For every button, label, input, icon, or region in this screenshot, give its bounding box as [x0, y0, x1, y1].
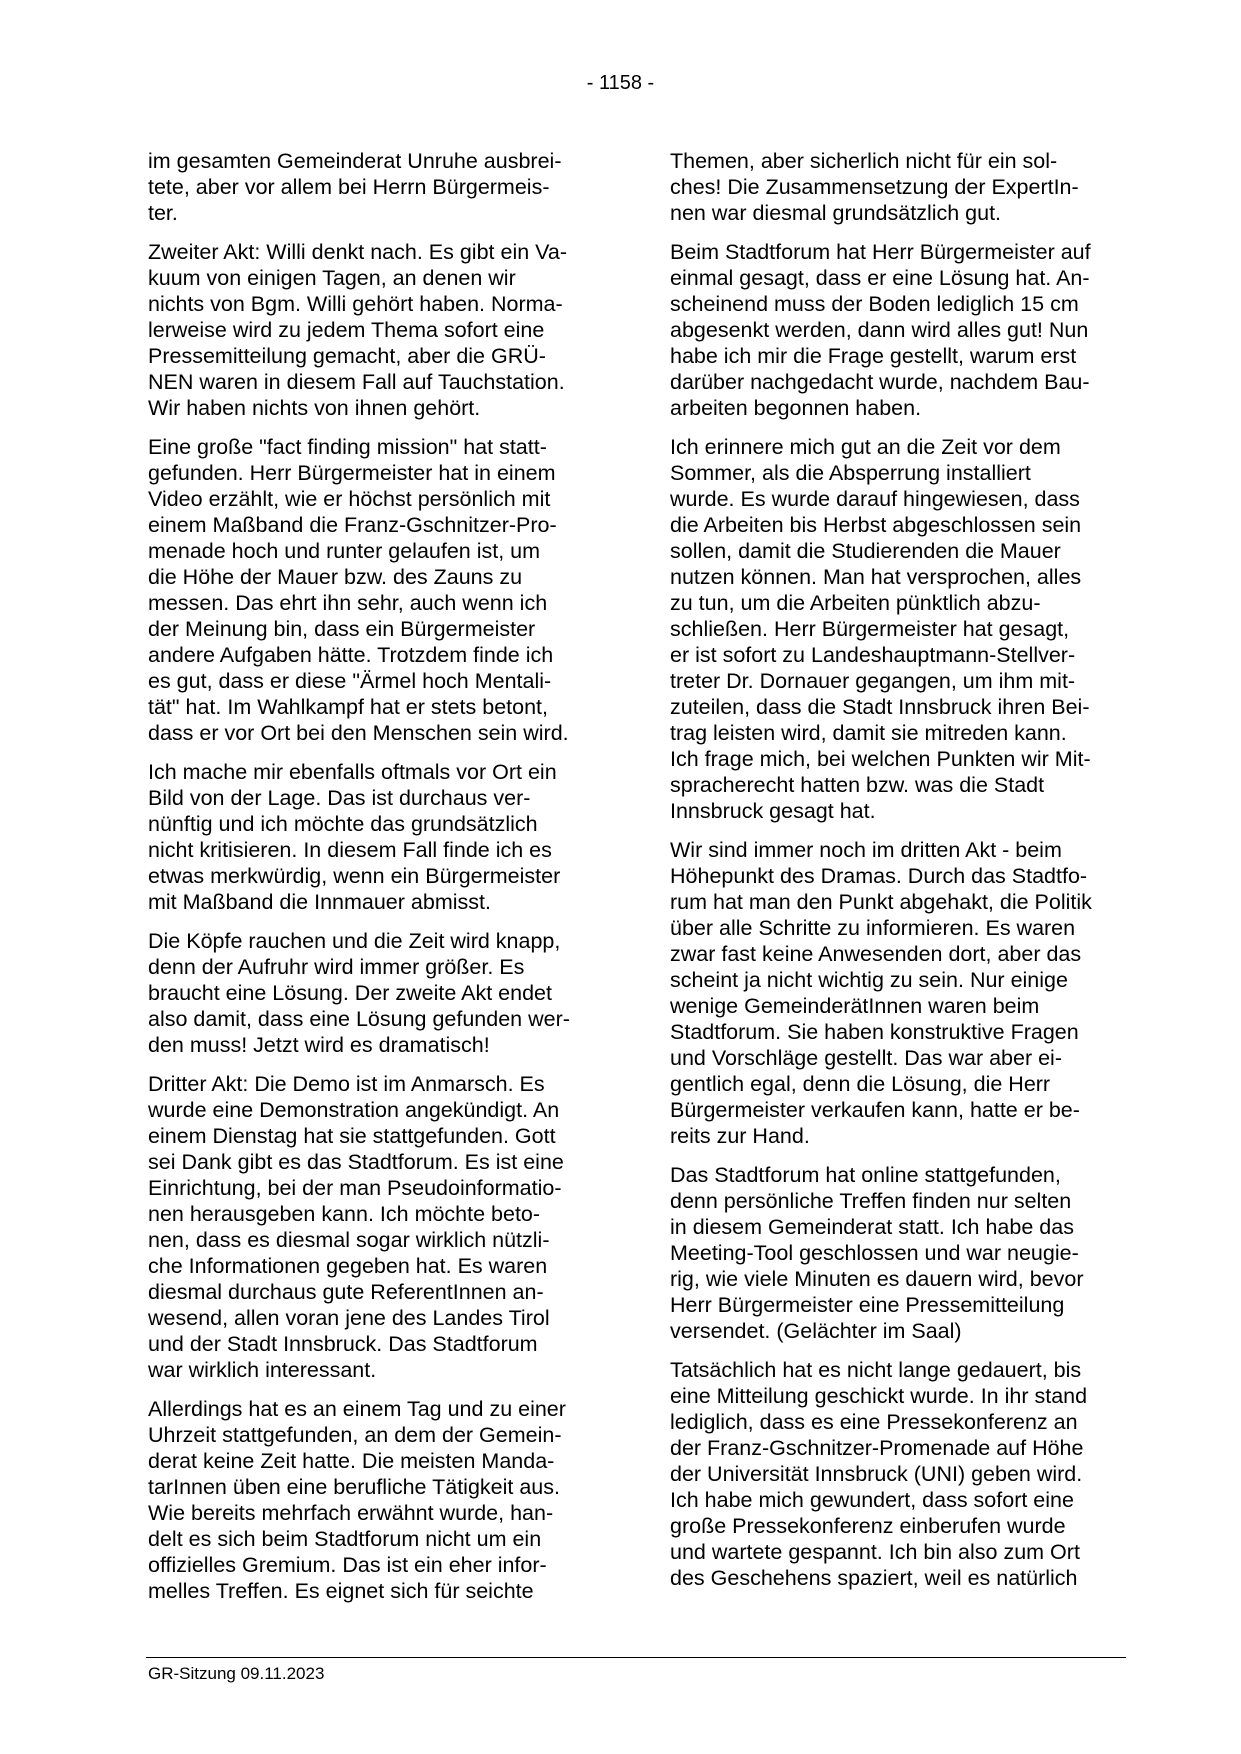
text-line: braucht eine Lösung. Der zweite Akt endet	[148, 981, 552, 1005]
text-line: wurde. Es wurde darauf hingewiesen, dass	[670, 487, 1080, 511]
text-line: Dritter Akt: Die Demo ist im Anmarsch. Es	[148, 1072, 545, 1096]
text-line: und Vorschläge gestellt. Das war aber ei-	[670, 1046, 1062, 1070]
text-line: Stadtforum. Sie haben konstruktive Fragen	[670, 1020, 1079, 1044]
text-line: lerweise wird zu jedem Thema sofort eine	[148, 318, 545, 342]
text-line: Höhepunkt des Dramas. Durch das Stadtfo-	[670, 864, 1088, 888]
text-line: nichts von Bgm. Willi gehört haben. Norma-	[148, 292, 563, 316]
text-line: des Geschehens spaziert, weil es natürlich	[670, 1566, 1078, 1590]
text-line: sollen, damit die Studierenden die Mauer	[670, 539, 1061, 563]
paragraph	[148, 148, 600, 226]
paragraph	[670, 148, 1125, 226]
text-line: Zweiter Akt: Willi denkt nach. Es gibt ein Va-	[148, 240, 568, 264]
page-number: - 1158 -	[586, 72, 655, 94]
text-line: che Informationen gegeben hat. Es waren	[148, 1254, 548, 1278]
paragraph	[148, 1396, 600, 1604]
footer-divider	[146, 1657, 1126, 1658]
text-line: einem Dienstag hat sie stattgefunden. Gott	[148, 1124, 556, 1148]
text-line: versendet. (Gelächter im Saal)	[670, 1319, 962, 1343]
text-line: Uhrzeit stattgefunden, an dem der Gemein-	[148, 1423, 562, 1447]
text-line: Einrichtung, bei der man Pseudoinformatio-	[148, 1176, 562, 1200]
text-line: darüber nachgedacht wurde, nachdem Bau-	[670, 370, 1090, 394]
text-line: schließen. Herr Bürgermeister hat gesagt,	[670, 617, 1070, 641]
text-line: nen war diesmal grundsätzlich gut.	[670, 201, 1002, 225]
paragraph	[670, 1357, 1125, 1591]
footer-session-date: GR-Sitzung 09.11.2023	[148, 1664, 325, 1683]
text-line: einem Maßband die Franz-Gschnitzer-Pro-	[148, 513, 557, 537]
text-line: rig, wie viele Minuten es dauern wird, bevor	[670, 1267, 1084, 1291]
text-line: denn persönliche Treffen finden nur selten	[670, 1189, 1072, 1213]
text-line: es gut, dass er diese "Ärmel hoch Mentali-	[148, 669, 552, 693]
text-line: Wir haben nichts von ihnen gehört.	[148, 396, 481, 420]
text-line: der Universität Innsbruck (UNI) geben wird.	[670, 1462, 1083, 1486]
text-line: Ich erinnere mich gut an die Zeit vor dem	[670, 435, 1061, 459]
text-line: im gesamten Gemeinderat Unruhe ausbrei-	[148, 149, 562, 173]
paragraph	[148, 434, 600, 746]
text-line: nen, dass es diesmal sogar wirklich nützli-	[148, 1228, 550, 1252]
text-line: scheint ja nicht wichtig zu sein. Nur einige	[670, 968, 1068, 992]
text-line: Meeting-Tool geschlossen und war neugie-	[670, 1241, 1079, 1265]
text-line: Innsbruck gesagt hat.	[670, 799, 876, 823]
text-line: große Pressekonferenz einberufen wurde	[670, 1514, 1066, 1538]
text-line: Ich habe mich gewundert, dass sofort eine	[670, 1488, 1074, 1512]
text-line: treter Dr. Dornauer gegangen, um ihm mit-	[670, 669, 1076, 693]
text-line: wenige GemeinderätInnen waren beim	[670, 994, 1040, 1018]
text-line: und wartete gespannt. Ich bin also zum Ort	[670, 1540, 1080, 1564]
text-line: wurde eine Demonstration angekündigt. An	[148, 1098, 560, 1122]
text-line: Allerdings hat es an einem Tag und zu einer	[148, 1397, 566, 1421]
text-line: NEN waren in diesem Fall auf Tauchstation.	[148, 370, 565, 394]
text-line: Video erzählt, wie er höchst persönlich mit	[148, 487, 551, 511]
text-line: Bild von der Lage. Das ist durchaus ver-	[148, 786, 531, 810]
paragraph	[670, 837, 1125, 1149]
text-line: Ich frage mich, bei welchen Punkten wir Mit-	[670, 747, 1091, 771]
paragraph	[670, 1162, 1125, 1344]
left-column	[148, 148, 600, 1617]
text-line: die Arbeiten bis Herbst abgeschlossen sein	[670, 513, 1082, 537]
right-column	[670, 148, 1125, 1604]
paragraph	[148, 239, 600, 421]
text-line: melles Treffen. Es eignet sich für seichte	[148, 1579, 534, 1603]
text-line: Sommer, als die Absperrung installiert	[670, 461, 1031, 485]
text-line: den muss! Jetzt wird es dramatisch!	[148, 1033, 490, 1057]
text-line: tete, aber vor allem bei Herrn Bürgermeis-	[148, 175, 550, 199]
text-line: kuum von einigen Tagen, an denen wir	[148, 266, 516, 290]
text-line: Tatsächlich hat es nicht lange gedauert, bis	[670, 1358, 1082, 1382]
paragraph	[148, 928, 600, 1058]
text-line: gefunden. Herr Bürgermeister hat in einem	[148, 461, 556, 485]
text-line: menade hoch und runter gelaufen ist, um	[148, 539, 541, 563]
text-line: eine Mitteilung geschickt wurde. In ihr stand	[670, 1384, 1088, 1408]
text-line: abgesenkt werden, dann wird alles gut! Nun	[670, 318, 1089, 342]
text-line: nen herausgeben kann. Ich möchte beto-	[148, 1202, 541, 1226]
text-line: Eine große "fact finding mission" hat statt-	[148, 435, 547, 459]
text-line: der Franz-Gschnitzer-Promenade auf Höhe	[670, 1436, 1084, 1460]
text-line: Ich mache mir ebenfalls oftmals vor Ort ein	[148, 760, 557, 784]
text-line: über alle Schritte zu informieren. Es waren	[670, 916, 1076, 940]
text-line: tarInnen üben eine berufliche Tätigkeit aus.	[148, 1475, 560, 1499]
text-line: also damit, dass eine Lösung gefunden wer-	[148, 1007, 570, 1031]
text-line: gentlich egal, denn die Lösung, die Herr	[670, 1072, 1051, 1096]
text-line: denn der Aufruhr wird immer größer. Es	[148, 955, 525, 979]
text-line: zuteilen, dass die Stadt Innsbruck ihren Bei-	[670, 695, 1090, 719]
text-line: rum hat man den Punkt abgehakt, die Politik	[670, 890, 1092, 914]
text-line: andere Aufgaben hätte. Trotzdem finde ich	[148, 643, 554, 667]
text-line: sei Dank gibt es das Stadtforum. Es ist eine	[148, 1150, 564, 1174]
text-line: diesmal durchaus gute ReferentInnen an-	[148, 1280, 544, 1304]
text-line: Herr Bürgermeister eine Pressemitteilung	[670, 1293, 1065, 1317]
text-line: spracherecht hatten bzw. was die Stadt	[670, 773, 1045, 797]
text-line: trag leisten wird, damit sie mitreden kann.	[670, 721, 1067, 745]
text-line: die Höhe der Mauer bzw. des Zauns zu	[148, 565, 523, 589]
text-line: Pressemitteilung gemacht, aber die GRÜ-	[148, 344, 546, 368]
paragraph	[148, 759, 600, 915]
text-line: Beim Stadtforum hat Herr Bürgermeister auf	[670, 240, 1091, 264]
text-line: offizielles Gremium. Das ist ein eher infor-	[148, 1553, 547, 1577]
text-line: zwar fast keine Anwesenden dort, aber das	[670, 942, 1082, 966]
text-line: lediglich, dass es eine Pressekonferenz an	[670, 1410, 1078, 1434]
text-line: Das Stadtforum hat online stattgefunden,	[670, 1163, 1061, 1187]
text-line: nicht kritisieren. In diesem Fall finde ich es	[148, 838, 552, 862]
text-line: er ist sofort zu Landeshauptmann-Stellver-	[670, 643, 1076, 667]
text-line: wesend, allen voran jene des Landes Tirol	[148, 1306, 550, 1330]
text-line: reits zur Hand.	[670, 1124, 810, 1148]
text-line: nünftig und ich möchte das grundsätzlich	[148, 812, 538, 836]
text-line: etwas merkwürdig, wenn ein Bürgermeister	[148, 864, 561, 888]
paragraph	[670, 434, 1125, 824]
text-line: messen. Das ehrt ihn sehr, auch wenn ich	[148, 591, 548, 615]
text-line: tät" hat. Im Wahlkampf hat er stets betont,	[148, 695, 548, 719]
text-line: Wir sind immer noch im dritten Akt - beim	[670, 838, 1062, 862]
text-line: arbeiten begonnen haben.	[670, 396, 922, 420]
text-line: in diesem Gemeinderat statt. Ich habe das	[670, 1215, 1074, 1239]
text-line: der Meinung bin, dass ein Bürgermeister	[148, 617, 536, 641]
text-line: zu tun, um die Arbeiten pünktlich abzu-	[670, 591, 1041, 615]
text-line: Bürgermeister verkaufen kann, hatte er be-	[670, 1098, 1080, 1122]
text-line: scheinend muss der Boden lediglich 15 cm	[670, 292, 1079, 316]
text-line: war wirklich interessant.	[148, 1358, 377, 1382]
text-line: nutzen können. Man hat versprochen, alles	[670, 565, 1082, 589]
text-line: Themen, aber sicherlich nicht für ein sol-	[670, 149, 1058, 173]
text-line: und der Stadt Innsbruck. Das Stadtforum	[148, 1332, 538, 1356]
text-line: derat keine Zeit hatte. Die meisten Manda-	[148, 1449, 555, 1473]
text-line: ter.	[148, 201, 178, 225]
text-line: dass er vor Ort bei den Menschen sein wird.	[148, 721, 569, 745]
text-line: delt es sich beim Stadtforum nicht um ein	[148, 1527, 542, 1551]
paragraph	[670, 239, 1125, 421]
text-line: ches! Die Zusammensetzung der ExpertIn-	[670, 175, 1079, 199]
text-line: Die Köpfe rauchen und die Zeit wird knapp,	[148, 929, 561, 953]
text-line: einmal gesagt, dass er eine Lösung hat. An-	[670, 266, 1090, 290]
text-line: Wie bereits mehrfach erwähnt wurde, han-	[148, 1501, 554, 1525]
text-line: habe ich mir die Frage gestellt, warum erst	[670, 344, 1077, 368]
paragraph	[148, 1071, 600, 1383]
text-line: mit Maßband die Innmauer abmisst.	[148, 890, 491, 914]
